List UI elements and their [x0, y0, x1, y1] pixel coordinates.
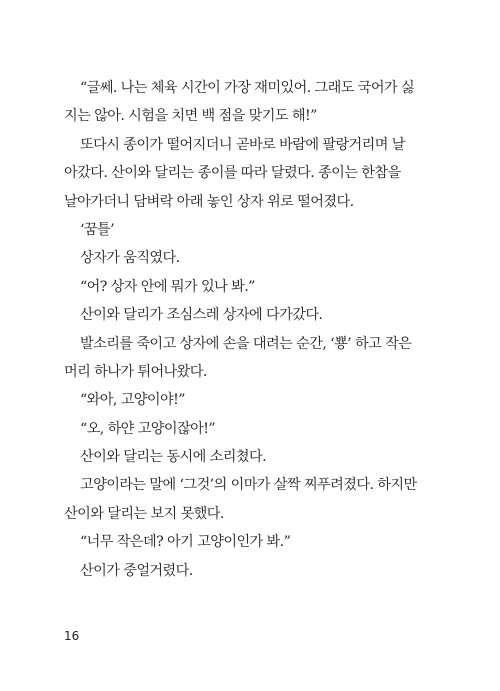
text-line: 지는 않아. 시험을 치면 백 점을 맞기도 해!”	[64, 108, 317, 125]
text-line: 산이와 달리가 조심스레 상자에 다가갔다.	[80, 307, 323, 324]
text-line: “어? 상자 안에 뭐가 있나 봐.”	[80, 278, 255, 295]
text-line: ‘꿈틀’	[80, 221, 115, 238]
text-line: 발소리를 죽이고 상자에 손을 대려는 순간, ‘뿅’ 하고 작은	[80, 335, 412, 352]
text-line: 상자가 움직였다.	[80, 250, 180, 267]
page-number: 16	[64, 629, 80, 643]
text-line: 또다시 종이가 떨어지더니 곧바로 바람에 팔랑거리며 날	[80, 136, 405, 153]
text-line: 날아가더니 담벼락 아래 놓인 상자 위로 떨어졌다.	[64, 193, 354, 210]
text-line: “글쎄. 나는 체육 시간이 가장 재미있어. 그래도 국어가 싫	[80, 80, 415, 96]
text-line: “너무 작은데? 아기 고양이인가 봐.”	[80, 534, 291, 551]
text-line: “와아, 고양이야!”	[80, 392, 185, 409]
text-line: 아갔다. 산이와 달리는 종이를 따라 달렸다. 종이는 한참을	[64, 165, 401, 182]
text-line: 머리 하나가 튀어나왔다.	[64, 363, 207, 380]
text-line: 산이와 달리는 보지 못했다.	[64, 505, 224, 522]
text-line: 산이가 중얼거렸다.	[80, 562, 193, 579]
body-text	[64, 74, 436, 585]
text-line: “오, 하얀 고양이잖아!”	[80, 420, 215, 437]
text-line: 산이와 달리는 동시에 소리쳤다.	[80, 449, 267, 466]
text-line: 고양이라는 말에 ‘그것’의 이마가 살짝 찌푸려졌다. 하지만	[80, 477, 417, 494]
